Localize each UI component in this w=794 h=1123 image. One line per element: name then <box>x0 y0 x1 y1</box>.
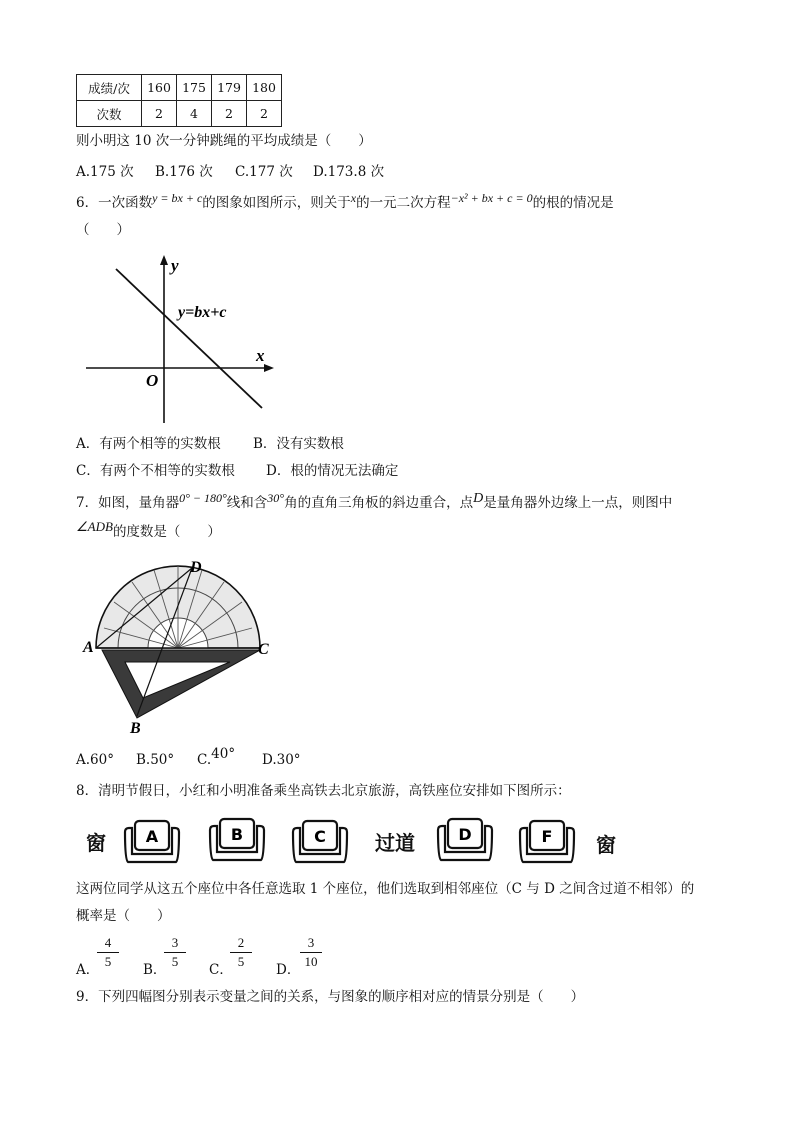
q5-option-c: C.177 次 <box>235 164 293 180</box>
table-cell: 2 <box>247 101 282 127</box>
q7-protractor-figure <box>80 558 280 736</box>
q7-stem-part: 角的直角三角板的斜边重合，点 <box>284 495 474 511</box>
origin-label: O <box>146 371 159 390</box>
table-cell: 180 <box>247 75 282 101</box>
table-cell: 2 <box>142 101 177 127</box>
x-axis-arrow <box>264 364 274 372</box>
table-cell: 成绩/次 <box>77 75 142 101</box>
y-axis-arrow <box>160 255 168 265</box>
table-row <box>77 75 282 101</box>
seat-d-letter: D <box>458 825 472 844</box>
table-cell: 175 <box>177 75 212 101</box>
label-c: C <box>258 641 269 658</box>
q8-stem-line3: 概率是（ ） <box>76 908 171 924</box>
q8-stem: 8．清明节假日，小红和小明准备乘坐高铁去北京旅游，高铁座位安排如下图所示： <box>76 783 571 799</box>
q7-range-expr: 0° − 180° <box>179 491 227 505</box>
seat-f <box>517 818 577 864</box>
aisle-label: 过道 <box>375 831 415 855</box>
q8-option-b-fraction <box>164 935 186 970</box>
q7-option-d: D.30° <box>262 752 301 768</box>
q7-angle-adb: ∠ADB <box>76 519 113 534</box>
q9-stem: 9．下列四幅图分别表示变量之间的关系，与图象的顺序相对应的情景分别是（ ） <box>76 989 585 1005</box>
q6-stem <box>76 193 614 213</box>
denominator: 5 <box>237 954 245 969</box>
q5-option-b: B.176 次 <box>155 164 213 180</box>
seat-f-letter: F <box>541 827 553 846</box>
q6-function-graph <box>84 253 284 428</box>
q8-option-b-label: B． <box>143 962 167 978</box>
label-b: B <box>130 720 141 736</box>
q6-stem-part: 的图象如图所示，则关于 <box>202 195 351 211</box>
q7-option-c-value: 40° <box>211 746 236 762</box>
q8-option-a-fraction <box>97 935 119 970</box>
window-left-label: 窗 <box>86 831 106 855</box>
q8-stem-line2: 这两位同学从这五个座位中各任意选取 1 个座位，他们选取到相邻座位（C 与 D 之间含过道不相邻）的 <box>76 881 695 897</box>
seat-b-letter: B <box>230 825 244 844</box>
seat-a-letter: A <box>145 827 159 846</box>
x-axis-label: x <box>256 346 265 365</box>
seat-b <box>207 816 267 862</box>
table-cell: 2 <box>212 101 247 127</box>
q7-option-c-label: C. <box>197 752 212 768</box>
q5-option-a: A.175 次 <box>76 164 134 180</box>
table-cell: 次数 <box>77 101 142 127</box>
q8-option-d-fraction <box>300 935 322 970</box>
table-row <box>77 101 282 127</box>
line-label: y=bx+c <box>178 304 227 321</box>
q7-stem-part: 7．如图，量角器 <box>76 495 180 511</box>
function-line <box>116 269 262 408</box>
q7-option-b: B.50° <box>136 752 175 768</box>
q6-option-b: B．没有实数根 <box>253 436 344 452</box>
score-table <box>76 74 282 127</box>
window-right-label: 窗 <box>596 833 616 857</box>
q6-function-expr: y = bx + c <box>152 191 203 205</box>
q6-option-c: C．有两个不相等的实数根 <box>76 463 235 479</box>
q7-option-a: A.60° <box>76 752 114 768</box>
seat-d <box>435 816 495 862</box>
seat-c <box>290 818 350 864</box>
q7-stem-part: 线和含 <box>226 495 268 511</box>
numerator: 3 <box>171 935 179 950</box>
table-cell: 179 <box>212 75 247 101</box>
seat-c-letter: C <box>314 827 326 846</box>
q6-equation-expr: −x² + bx + c = 0 <box>450 191 533 205</box>
q6-option-a: A．有两个相等的实数根 <box>76 436 221 452</box>
q8-option-c-label: C． <box>209 962 233 978</box>
q6-stem-part: 的根的情况是 <box>532 195 614 211</box>
q7-stem <box>76 493 672 514</box>
q7-stem-part: 是量角器外边缘上一点，则图中 <box>483 495 673 511</box>
q5-stem: 则小明这 10 次一分钟跳绳的平均成绩是（ ） <box>76 133 372 149</box>
q8-option-d-label: D． <box>276 962 301 978</box>
q7-option-c <box>197 746 236 768</box>
q7-angle-expr: 30° <box>267 491 285 505</box>
q6-answer-paren: （ ） <box>76 222 130 238</box>
label-a: A <box>83 639 94 656</box>
table-cell: 4 <box>177 101 212 127</box>
q6-stem-part: 6．一次函数 <box>76 195 153 211</box>
label-d: D <box>190 559 202 576</box>
q8-option-a-label: A． <box>76 962 100 978</box>
q8-option-c-fraction <box>230 935 252 970</box>
numerator: 3 <box>307 935 315 950</box>
denominator: 10 <box>304 954 318 969</box>
triangle-board <box>102 650 260 718</box>
q6-option-d: D．根的情况无法确定 <box>266 463 399 479</box>
q6-var-x: x <box>350 191 357 205</box>
q6-stem-part: 的一元二次方程 <box>356 195 451 211</box>
q7-point-d: D <box>473 491 484 506</box>
q7-stem-line2 <box>76 519 221 542</box>
y-axis-label: y <box>171 256 179 275</box>
q5-option-d: D.173.8 次 <box>313 164 385 180</box>
denominator: 5 <box>171 954 179 969</box>
numerator: 2 <box>237 935 245 950</box>
seat-a <box>122 818 182 864</box>
table-cell: 160 <box>142 75 177 101</box>
q7-stem-part: 的度数是（ ） <box>112 524 221 540</box>
denominator: 5 <box>104 954 112 969</box>
numerator: 4 <box>104 935 112 950</box>
